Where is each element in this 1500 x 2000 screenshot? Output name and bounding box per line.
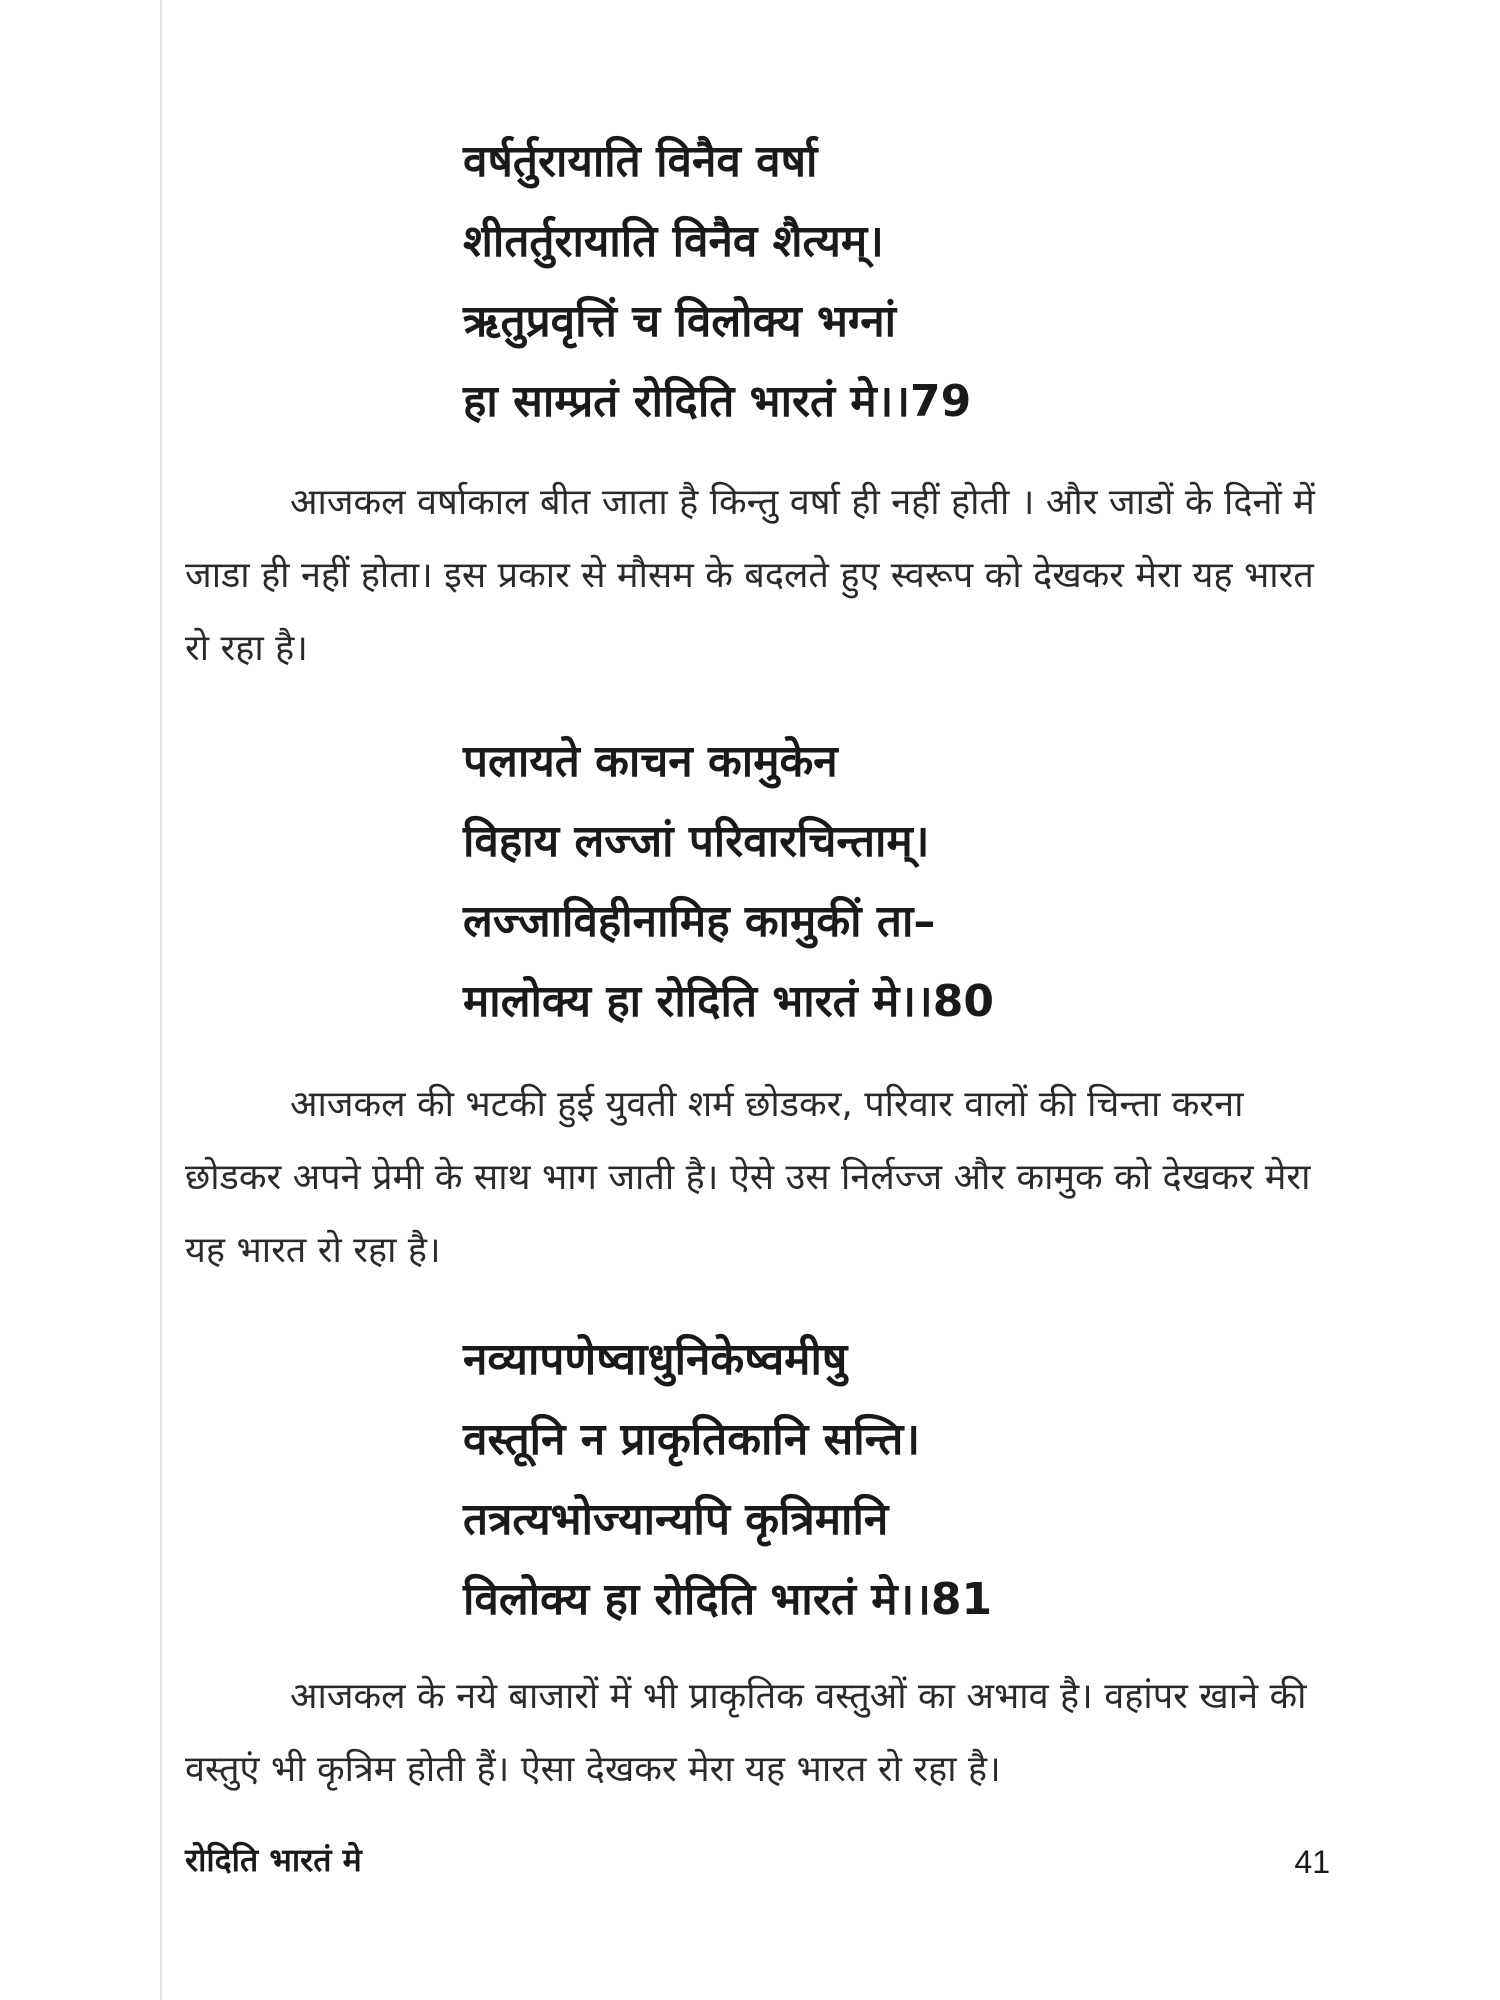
verse-line: विलोक्य हा रोदिति भारतं मे।।81: [463, 1574, 993, 1625]
translation-80: [185, 1068, 1320, 1287]
translation-paragraph: आजकल की भटकी हुई युवती शर्म छोडकर, परिवार वालों की चिन्ता करना छोडकर अपने प्रेमी के साथ भाग जाती है। ऐसे उस निर्लज्ज और कामुक को देखकर मेरा यह भारत रो रहा है।: [185, 1084, 1311, 1271]
verse-line: पलायते काचन कामुकेन: [463, 736, 838, 787]
verse-line: हा साम्प्रतं रोदिति भारतं मे।।79: [463, 376, 972, 427]
translation-81: [185, 1660, 1320, 1806]
verse-80: [463, 722, 1043, 1042]
verse-81: [463, 1320, 1043, 1640]
verse-79: [463, 122, 1043, 442]
page-number: 41: [1294, 1844, 1330, 1880]
translation-paragraph: आजकल के नये बाजारों में भी प्राकृतिक वस्तुओं का अभाव है। वहांपर खाने की वस्तुएं भी कृत्रिम होती हैं। ऐसा देखकर मेरा यह भारत रो रहा है।: [185, 1676, 1307, 1790]
verse-line: तत्रत्यभोज्यान्यपि कृत्रिमानि: [463, 1494, 889, 1545]
verse-line: वस्तूनि न प्राकृतिकानि सन्ति।: [463, 1414, 921, 1465]
translation-79: [185, 466, 1320, 685]
page-binding-edge: [160, 0, 162, 2000]
translation-paragraph: आजकल वर्षाकाल बीत जाता है किन्तु वर्षा ही नहीं होती । और जाडों के दिनों में जाडा ही नहीं होता। इस प्रकार से मौसम के बदलते हुए स्वरूप को देखकर मेरा यह भारत रो रहा है।: [185, 482, 1315, 669]
verse-line: वर्षर्तुरायाति विनैव वर्षा: [463, 136, 818, 187]
verse-line: मालोक्य हा रोदिति भारतं मे।।80: [463, 976, 994, 1027]
verse-line: लज्जाविहीनामिह कामुकीं ता–: [463, 896, 936, 947]
verse-line: विहाय लज्जां परिवारचिन्ताम्।: [463, 816, 930, 867]
verse-line: ऋतुप्रवृत्तिं च विलोक्य भग्नां: [463, 296, 897, 347]
verse-line: नव्यापणेष्वाधुनिकेष्वमीषु: [463, 1334, 848, 1385]
verse-line: शीतर्तुरायाति विनैव शैत्यम्।: [463, 216, 884, 267]
running-footer-title: रोदिति भारतं मे: [185, 1841, 362, 1879]
